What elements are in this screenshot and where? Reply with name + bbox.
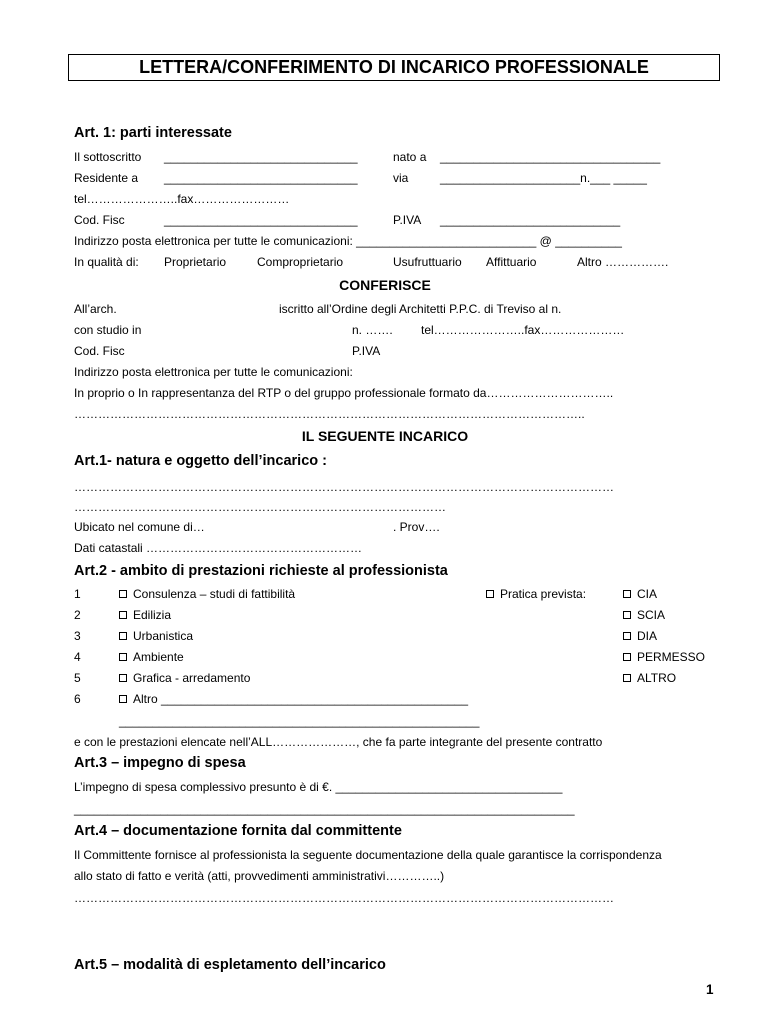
art2-heading: Art.2 - ambito di prestazioni richieste al professionista [74, 563, 448, 579]
checkbox-icon[interactable] [119, 632, 127, 640]
qualita-option-affittuario[interactable]: Affittuario [486, 255, 537, 269]
art2-item-num: 6 [74, 692, 81, 706]
rappresentanza-line[interactable]: In proprio o In rappresentanza del RTP o del gruppo professionale formato da………………………….. [74, 386, 614, 400]
pratica-option-scia[interactable] [623, 608, 665, 622]
checkbox-icon[interactable] [623, 590, 631, 598]
art2-item-label: Altro ______________________________________________ [133, 692, 469, 706]
art5-heading: Art.5 – modalità di espletamento dell’incarico [74, 957, 386, 973]
qualita-option-proprietario[interactable]: Proprietario [164, 255, 227, 269]
studio-tel-fax-field[interactable]: tel…………………..fax………………… [421, 323, 625, 337]
studio-label: con studio in [74, 323, 142, 337]
pratica-option-altro[interactable] [623, 671, 676, 685]
checkbox-icon[interactable] [119, 653, 127, 661]
checkbox-icon[interactable] [623, 611, 631, 619]
page-number: 1 [706, 982, 714, 997]
art2-item-altro[interactable] [119, 692, 468, 706]
spesa-line-2[interactable]: ___________________________________________________________________________ [74, 802, 575, 816]
checkbox-icon[interactable] [623, 674, 631, 682]
checkbox-icon[interactable] [119, 674, 127, 682]
art4-dots-line[interactable]: ……………………………………………………………………………………………………………………… [74, 891, 614, 905]
arch-piva-label: P.IVA [352, 344, 381, 358]
pratica-option-label: PERMESSO [637, 650, 706, 664]
checkbox-icon[interactable] [623, 653, 631, 661]
studio-n-field[interactable]: n. ……. [352, 323, 393, 337]
art2-item-num: 4 [74, 650, 81, 664]
checkbox-icon[interactable] [623, 632, 631, 640]
pratica-option-dia[interactable] [623, 629, 657, 643]
art2-item-num: 5 [74, 671, 81, 685]
arch-email-label: Indirizzo posta elettronica per tutte le comunicazioni: [74, 365, 353, 379]
art2-item-grafica[interactable] [119, 671, 250, 685]
art2-item-label: Edilizia [133, 608, 172, 622]
art2-item-ambiente[interactable] [119, 650, 184, 664]
checkbox-icon[interactable] [119, 590, 127, 598]
art2-item-consulenza[interactable] [119, 587, 295, 601]
pratica-option-label: CIA [637, 587, 658, 601]
natura-dots-line-2[interactable]: ………………………………………………………………………………… [74, 500, 446, 514]
piva-field[interactable]: ___________________________ [440, 213, 621, 227]
pratica-option-permesso[interactable] [623, 650, 705, 664]
document-title: LETTERA/CONFERIMENTO DI INCARICO PROFESSIONALE [68, 54, 720, 81]
via-field[interactable]: _____________________n.___ _____ [440, 171, 647, 185]
art2-item-num: 1 [74, 587, 81, 601]
natura-heading: Art.1- natura e oggetto dell’incarico : [74, 453, 327, 469]
prov-label[interactable]: . Prov…. [393, 520, 440, 534]
art4-text-line-2[interactable]: allo stato di fatto e verità (atti, provvedimenti amministrativi…………..) [74, 869, 445, 883]
art2-all-line[interactable]: e con le prestazioni elencate nell’ALL…………………, che fa parte integrante del presente contratto [74, 735, 603, 749]
art2-item-label: Ambiente [133, 650, 184, 664]
art2-item-label: Urbanistica [133, 629, 194, 643]
codfisc-label: Cod. Fisc [74, 213, 125, 227]
checkbox-icon[interactable] [486, 590, 494, 598]
art2-item-edilizia[interactable] [119, 608, 171, 622]
pratica-option-label: DIA [637, 629, 658, 643]
pratica-option-label: SCIA [637, 608, 666, 622]
qualita-option-altro[interactable]: Altro ……………. [577, 255, 669, 269]
natura-dots-line-1[interactable]: ……………………………………………………………………………………………………………………… [74, 480, 614, 494]
art4-text-line-1: Il Committente fornisce al professionista la seguente documentazione della quale garantisce la corrispondenza [74, 848, 662, 862]
nato-label: nato a [393, 150, 427, 164]
pratica-option-cia[interactable] [623, 587, 657, 601]
arch-codfisc-label: Cod. Fisc [74, 344, 125, 358]
via-label: via [393, 171, 409, 185]
codfisc-field[interactable]: _____________________________ [164, 213, 358, 227]
dati-catastali[interactable]: Dati catastali ……………………………………………… [74, 541, 363, 555]
art2-item-label: Consulenza – studi di fattibilità [133, 587, 296, 601]
qualita-option-comproprietario[interactable]: Comproprietario [257, 255, 344, 269]
qualita-option-usufruttuario[interactable]: Usufruttuario [393, 255, 462, 269]
checkbox-icon[interactable] [119, 611, 127, 619]
incarico-heading: IL SEGUENTE INCARICO [301, 428, 469, 444]
ubicato-label[interactable]: Ubicato nel comune di… [74, 520, 205, 534]
nato-field[interactable]: _________________________________ [440, 150, 661, 164]
piva-label: P.IVA [393, 213, 422, 227]
art2-altro-line-2[interactable]: ______________________________________________________ [119, 714, 480, 728]
conferisce-heading: CONFERISCE [339, 277, 431, 293]
qualita-label: In qualità di: [74, 255, 139, 269]
art3-heading: Art.3 – impegno di spesa [74, 755, 246, 771]
pratica-option-label: ALTRO [637, 671, 677, 685]
rappresentanza-dots-line[interactable]: ……………………………………………………………………………………………………………….. [74, 407, 585, 421]
arch-label: All’arch. [74, 302, 117, 316]
art4-heading: Art.4 – documentazione fornita dal committente [74, 823, 402, 839]
sottoscritto-label: Il sottoscritto [74, 150, 142, 164]
sottoscritto-field[interactable]: _____________________________ [164, 150, 358, 164]
art1-heading: Art. 1: parti interessate [74, 125, 232, 141]
spesa-line[interactable]: L’impegno di spesa complessivo presunto è di €. __________________________________ [74, 780, 563, 794]
tel-fax-field[interactable]: tel…………………..fax…………………… [74, 192, 290, 206]
residente-field[interactable]: _____________________________ [164, 171, 358, 185]
art2-item-num: 2 [74, 608, 81, 622]
art2-item-num: 3 [74, 629, 81, 643]
pratica-label [486, 587, 586, 601]
pratica-label-text: Pratica prevista: [500, 587, 587, 601]
residente-label: Residente a [74, 171, 139, 185]
iscritto-text: iscritto all’Ordine degli Architetti P.P.C. di Treviso al n. [279, 302, 562, 316]
checkbox-icon[interactable] [119, 695, 127, 703]
email-line[interactable]: Indirizzo posta elettronica per tutte le comunicazioni: ___________________________ @ __________ [74, 234, 622, 248]
art2-item-urbanistica[interactable] [119, 629, 193, 643]
art2-item-label: Grafica - arredamento [133, 671, 251, 685]
